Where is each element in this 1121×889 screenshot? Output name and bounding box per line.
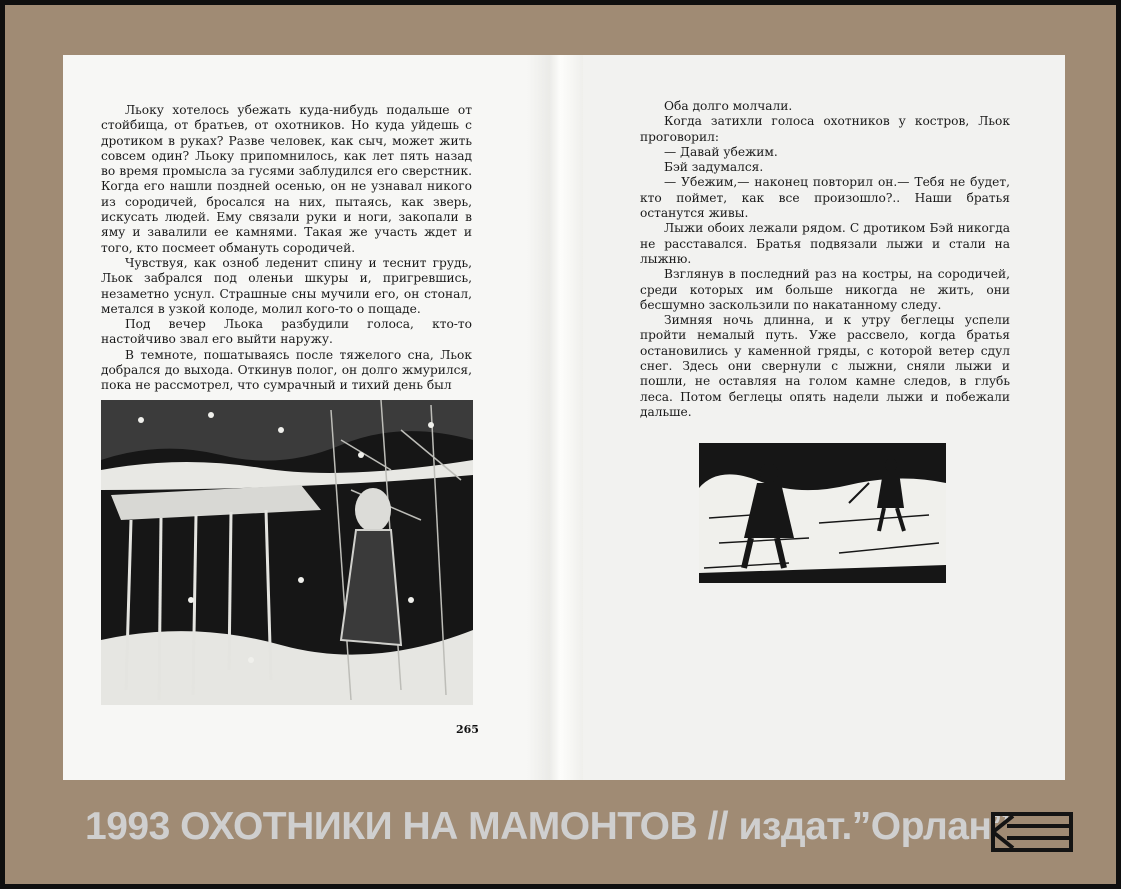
- right-page: [583, 55, 1065, 780]
- left-page: [63, 55, 527, 780]
- page-number: 265: [456, 723, 479, 736]
- book-gutter: [527, 55, 583, 780]
- right-paragraph: Бэй задумался.: [664, 160, 764, 175]
- left-paragraph: В темноте, пошатываясь после тяжелого сна, Льок добрался до выхода. Откинув полог, он долго жмурился, пока не рассмотрел, что сумрачный и тихий день был: [101, 347, 472, 393]
- right-paragraph: Когда затихли голоса охотников у костров, Льок проговорил:: [640, 114, 1010, 144]
- right-page-text: [640, 99, 1010, 420]
- left-paragraph: Под вечер Льока разбудили голоса, кто-то настойчиво звал его выйти наружу.: [101, 317, 472, 347]
- right-paragraph: Зимняя ночь длинна, и к утру беглецы успели пройти немалый путь. Уже рассвело, когда братья остановились у каменной гряды, с которой ветер сдул снег. Здесь они свернули с лыжни, сняли лыжи и пошли, не оставляя на голом камне следов, в глубь леса. Потом беглецы опять надели лыжи и побежали дальше.: [640, 313, 1010, 419]
- photo-caption: 1993 ОХОТНИКИ НА МАМОНТОВ // издат.”Орлан”: [85, 805, 1011, 848]
- snowfield-woodcut-illustration: [699, 443, 946, 583]
- left-page-text: [101, 103, 472, 394]
- right-paragraph: — Убежим,— наконец повторил он.— Тебя не будет, кто поймет, как все произошло?.. Наши братья останутся живы.: [640, 175, 1010, 221]
- right-paragraph: Взглянув в последний раз на костры, на сородичей, среди которых им больше никогда не жить, они бесшумно заскользили по накатанному следу.: [640, 267, 1010, 312]
- left-paragraph: Чувствуя, как озноб леденит спину и теснит грудь, Льок забрался под оленьи шкуры и, пригревшись, незаметно уснул. Страшные сны мучили его, он стонал, метался в узкой колоде, молил кого-то о пощаде.: [101, 255, 472, 316]
- forest-woodcut-illustration: [101, 400, 473, 705]
- photo-frame: [5, 5, 1116, 884]
- back-arrow-icon[interactable]: [991, 812, 1073, 852]
- right-paragraph: Лыжи обоих лежали рядом. С дротиком Бэй никогда не расставался. Братья подвязали лыжи и стали на лыжню.: [640, 221, 1010, 266]
- forest-woodcut-drawing: [101, 400, 473, 705]
- right-paragraph: — Давай убежим.: [664, 144, 778, 159]
- book-spread: [63, 55, 1065, 780]
- right-paragraph: Оба долго молчали.: [664, 99, 793, 113]
- snowfield-woodcut-drawing: [699, 443, 946, 583]
- left-paragraph: Льоку хотелось убежать куда-нибудь подальше от стойбища, от братьев, от охотников. Но куда уйдешь с дротиком в руках? Разве человек, как сыч, может жить совсем один? Льоку припомнилось, как лет пять назад во время промысла за гусями заблудился его сверстник. Когда его нашли поздней осенью, он не узнавал никого из сородичей, бросался на них, пытаясь, как зверь, искусать людей. Ему связали руки и ноги, закопали в яму и завалили ее камнями. Такая же участь ждет и того, кто посмеет обмануть сородичей.: [101, 103, 472, 255]
